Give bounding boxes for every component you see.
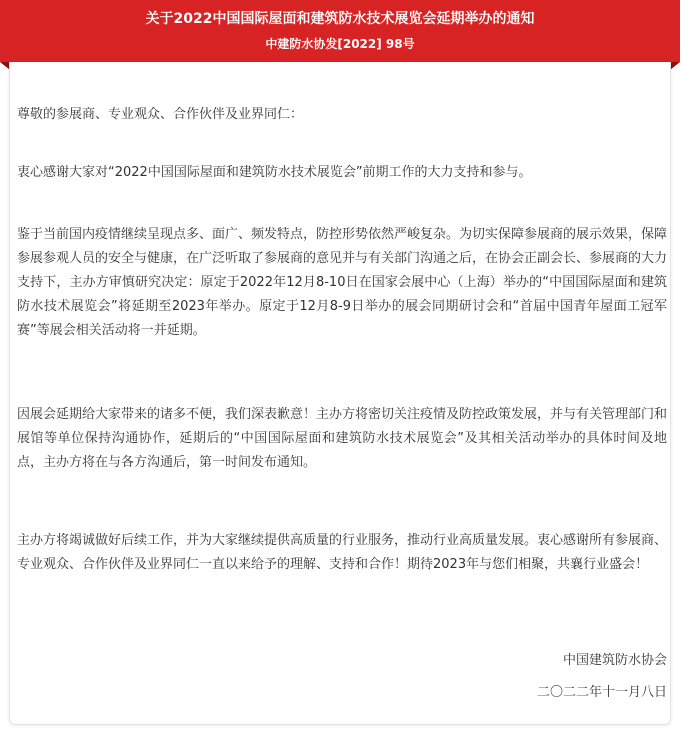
paragraph-postponement: 鉴于当前国内疫情继续呈现点多、面广、频发特点，防控形势依然严峻复杂。为切实保障参展商的展示效果，保障参展参观人员的安全与健康，在广泛听取了参展商的意见并与有关部门沟通之后，在协会正副会长、参展商的大力支持下，主办方审慎研究决定：原定于2022年12月8-10日在国家会展中心（上海）举办的“中国国际屋面和建筑防水技术展览会”将延期至2023年举办。原定于12月8-9日举办的展会同期研讨会和“首届中国青年屋面工冠军赛”等展会相关活动将一并延期。 [17, 227, 668, 338]
document-number: 中建防水协发[2022] 98号 [265, 37, 415, 51]
header-banner [0, 0, 680, 62]
notice-title: 关于2022中国国际屋面和建筑防水技术展览会延期举办的通知 [145, 11, 535, 27]
paragraph-closing: 主办方将竭诚做好后续工作，并为大家继续提供高质量的行业服务，推动行业高质量发展。衷心感谢所有参展商、专业观众、合作伙伴及业界同仁一直以来给予的理解、支持和合作！期待2023年与您们相聚，共襄行业盛会！ [17, 533, 668, 572]
greeting: 尊敬的参展商、专业观众、合作伙伴及业界同仁： [17, 107, 304, 122]
signature-date: 二〇二二年十一月八日 [536, 685, 667, 700]
banner-fold-right [670, 62, 680, 70]
paragraph-thanks: 衷心感谢大家对“2022中国国际屋面和建筑防水技术展览会”前期工作的大力支持和参与。 [17, 165, 532, 180]
paragraph-apology: 因展会延期给大家带来的诸多不便，我们深表歉意！主办方将密切关注疫情及防控政策发展，并与有关管理部门和展馆等单位保持沟通协作，延期后的“中国国际屋面和建筑防水技术展览会”及其相关活动举办的具体时间及地点，主办方将在与各方沟通后，第一时间发布通知。 [17, 407, 668, 470]
signature-organization: 中国建筑防水协会 [562, 653, 667, 668]
